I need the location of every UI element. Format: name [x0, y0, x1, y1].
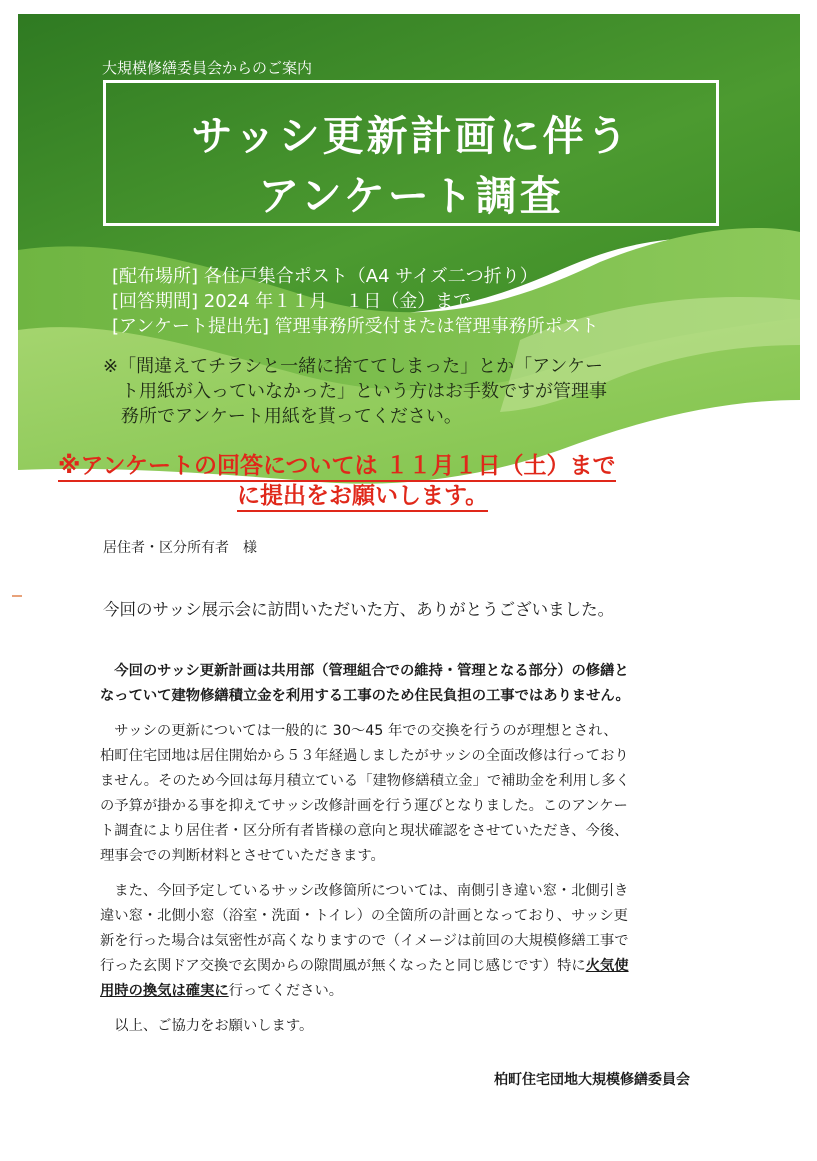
para1-line-2: なっていて建物修繕積立金を利用する工事のため住民負担の工事ではありません。 [100, 688, 630, 704]
para2-line-1: サッシの更新については一般的に 30～45 年での交換を行うのが理想とされ、 [100, 723, 618, 739]
deadline-alert-line-2: に提出をお願いします。 [237, 482, 488, 512]
para2-line-3: ません。そのため今回は毎月積立ている「建物修繕積立金」で補助金を利用し多く [100, 773, 630, 789]
para2-line-4: の予算が掛かる事を抑えてサッシ改修計画を行う運びとなりました。このアンケー [100, 798, 628, 814]
para3-line-5 [100, 980, 343, 1002]
para3-line-2: 違い窓・北側小窓（浴室・洗面・トイレ）の全箇所の計画となっており、サッシ更 [100, 908, 628, 924]
deadline-alert-line-1: ※アンケートの回答については １１月１日（土）まで [58, 452, 616, 482]
ventilation-emphasis-1: 火気使 [585, 958, 629, 974]
committee-guide-label: 大規模修繕委員会からのご案内 [102, 59, 313, 77]
para1-line-1: 今回のサッシ更新計画は共用部（管理組合での維持・管理となる部分）の修繕と [100, 663, 629, 679]
para3-tail: 行ってください。 [228, 983, 344, 999]
scan-mark [12, 595, 22, 597]
submission-place: [アンケート提出先] 管理事務所受付または管理事務所ポスト [112, 316, 599, 337]
para2-line-2: 柏町住宅団地は居住開始から５３年経過しましたがサッシの全面改修は行っており [100, 748, 629, 764]
addressee: 居住者・区分所有者 様 [103, 540, 257, 556]
para3-line-4 [100, 955, 629, 977]
distribution-place: [配布場所] 各住戸集合ポスト（A4 サイズ二つ折り） [112, 266, 538, 287]
thanks-line: 今回のサッシ展示会に訪問いただいた方、ありがとうございました。 [103, 600, 615, 619]
title-line-2: アンケート調査 [258, 172, 564, 220]
para3-line-1: また、今回予定しているサッシ改修箇所については、南側引き違い窓・北側引き [100, 883, 629, 899]
note-line-2: ト用紙が入っていなかった」という方はお手数ですが管理事 [103, 381, 607, 402]
para2-line-6: 理事会での判断材料とさせていただきます。 [100, 848, 385, 864]
note-line-3: 務所でアンケート用紙を貰ってください。 [103, 406, 462, 427]
answer-period: [回答期間] 2024 年１１月 １日（金）まで [112, 291, 472, 312]
title-frame [103, 80, 719, 226]
para3-line-3: 新を行った場合は気密性が高くなりますので（イメージは前回の大規模修繕工事で [100, 933, 629, 949]
signature: 柏町住宅団地大規模修繕委員会 [494, 1072, 690, 1088]
closing-line: 以上、ご協力をお願いします。 [100, 1018, 314, 1034]
para3-line-4-text: 行った玄関ドア交換で玄関からの隙間風が無くなったと同じ感じです）特に [100, 958, 586, 974]
note-line-1: ※「間違えてチラシと一緒に捨ててしまった」とか「アンケー [103, 356, 603, 377]
green-wave-background [0, 0, 817, 520]
title-line-1: サッシ更新計画に伴う [191, 112, 631, 160]
ventilation-emphasis-2: 用時の換気は確実に [100, 983, 229, 999]
para2-line-5: ト調査により居住者・区分所有者皆様の意向と現状確認をさせていただき、今後、 [100, 823, 629, 839]
